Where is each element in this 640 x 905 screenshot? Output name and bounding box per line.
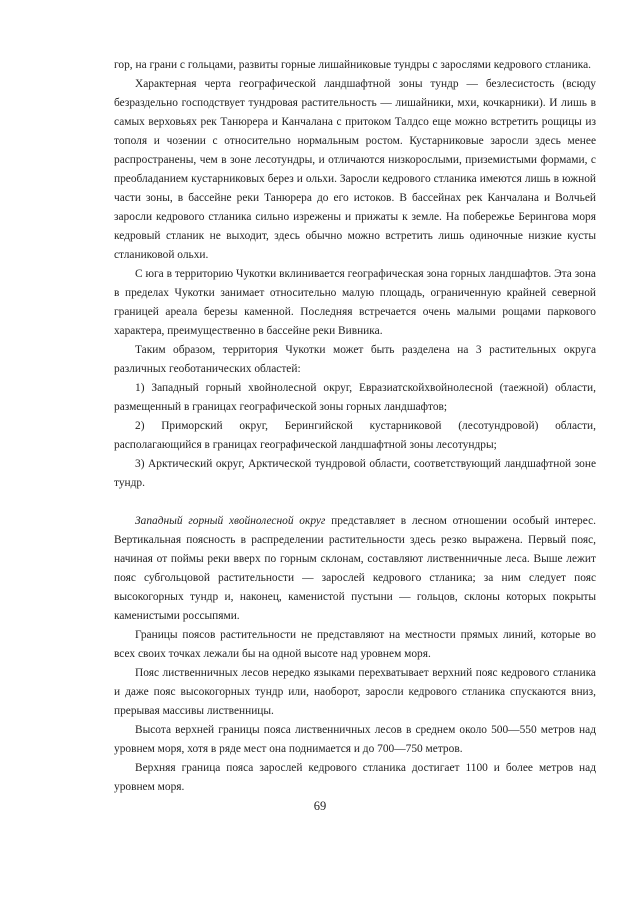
list-item-western-district: 1) Западный горный хвойнолесной округ, Евразиатскойхвойнолесной (таежной) области, размещенный в границах географической зоны горных ландшафтов; — [114, 382, 596, 413]
paragraph-larch-belt: Пояс лиственничных лесов нередко языками перехватывает верхний пояс кедрового стланика и даже пояс высокогорных тундр или, наоборот, заросли кедрового стланика спускаются вниз, прерывая массивы лиственницы. — [114, 667, 596, 717]
paragraph-tundra-zone: Характерная черта географической ландшафтной зоны тундр — безлесистость (всюду безраздельно господствует тундровая растительность — лишайники, мхи, кочкарники). И лишь в самых верховьях рек Танюрера и Канчалана с притоком Талдсо еще можно встретить рощицы из тополя и чозении с относительно нормальным ростом. Кустарниковые заросли здесь менее распространены, чем в зоне лесотундры, и отличаются низкорослыми, приземистыми формами, с преобладанием кустарниковых берез и ольхи. Заросли кедрового стланика имеются лишь в южной части зоны, в бассейне реки Танюрера до его истоков. В бассейнах рек Канчалана и Волчьей заросли кедрового стланика сильно изрежены и прижаты к земле. На побережье Берингова моря кедровый стланик не выходит, здесь обычно можно встретить лишь одиночные низкие кусты стланиковой ольхи. — [114, 78, 596, 261]
paragraph-pine-height: Верхняя граница пояса зарослей кедрового стланика достигает 1100 и более метров над уровнем моря. — [114, 762, 596, 793]
list-item-arctic-district: 3) Арктический округ, Арктической тундровой области, соответствующий ландшафтной зоне тундр. — [114, 458, 596, 489]
paragraph-western-forest-district — [114, 512, 596, 626]
paragraph-mountain-landscapes: С юга в территорию Чукотки вклинивается географическая зона горных ландшафтов. Эта зона в пределах Чукотки занимает относительно малую площадь, ограниченную крайней северной границей ареала березы каменной. Последняя встречается очень малыми рощами паркового характера, преимущественно в бассейне реки Вивника. — [114, 268, 596, 337]
list-item-coastal-district: 2) Приморский округ, Берингийской кустарниковой (лесотундровой) области, располагающийся в границах географической ландшафтной зоны лесотундры; — [114, 420, 596, 451]
paragraph-belt-boundaries: Границы поясов растительности не представляют на местности прямых линий, которые во всех своих точках лежали бы на одной высоте над уровнем моря. — [114, 629, 596, 660]
paragraph-text: представляет в лесном отношении особый интерес. Вертикальная поясность в распределении растительности здесь резко выражена. Первый пояс, начиная от поймы реки вверх по горным склонам, составляют лиственничные леса. Выше лежит пояс субгольцовой растительности — зарослей кедрового стланика; за ним следует пояс высокогорных тундр и, наконец, каменистой пустыни — гольцов, склоны которых покрыты каменистыми россыпями. — [114, 515, 596, 622]
paragraph-continuation: гор, на грани с гольцами, развиты горные лишайниковые тундры с зарослями кедрового стланика. — [114, 59, 592, 71]
paragraph-summary: Таким образом, территория Чукотки может быть разделена на 3 растительных округа различных геоботанических областей: — [114, 344, 596, 375]
italic-heading: Западный горный хвойнолесной округ — [135, 515, 326, 527]
page-number: 69 — [313, 799, 327, 813]
paragraph-larch-height: Высота верхней границы пояса лиственничных лесов в среднем около 500—550 метров над уровнем моря, хотя в ряде мест она поднимается и до 700—750 метров. — [114, 724, 596, 755]
body-text — [114, 56, 596, 797]
